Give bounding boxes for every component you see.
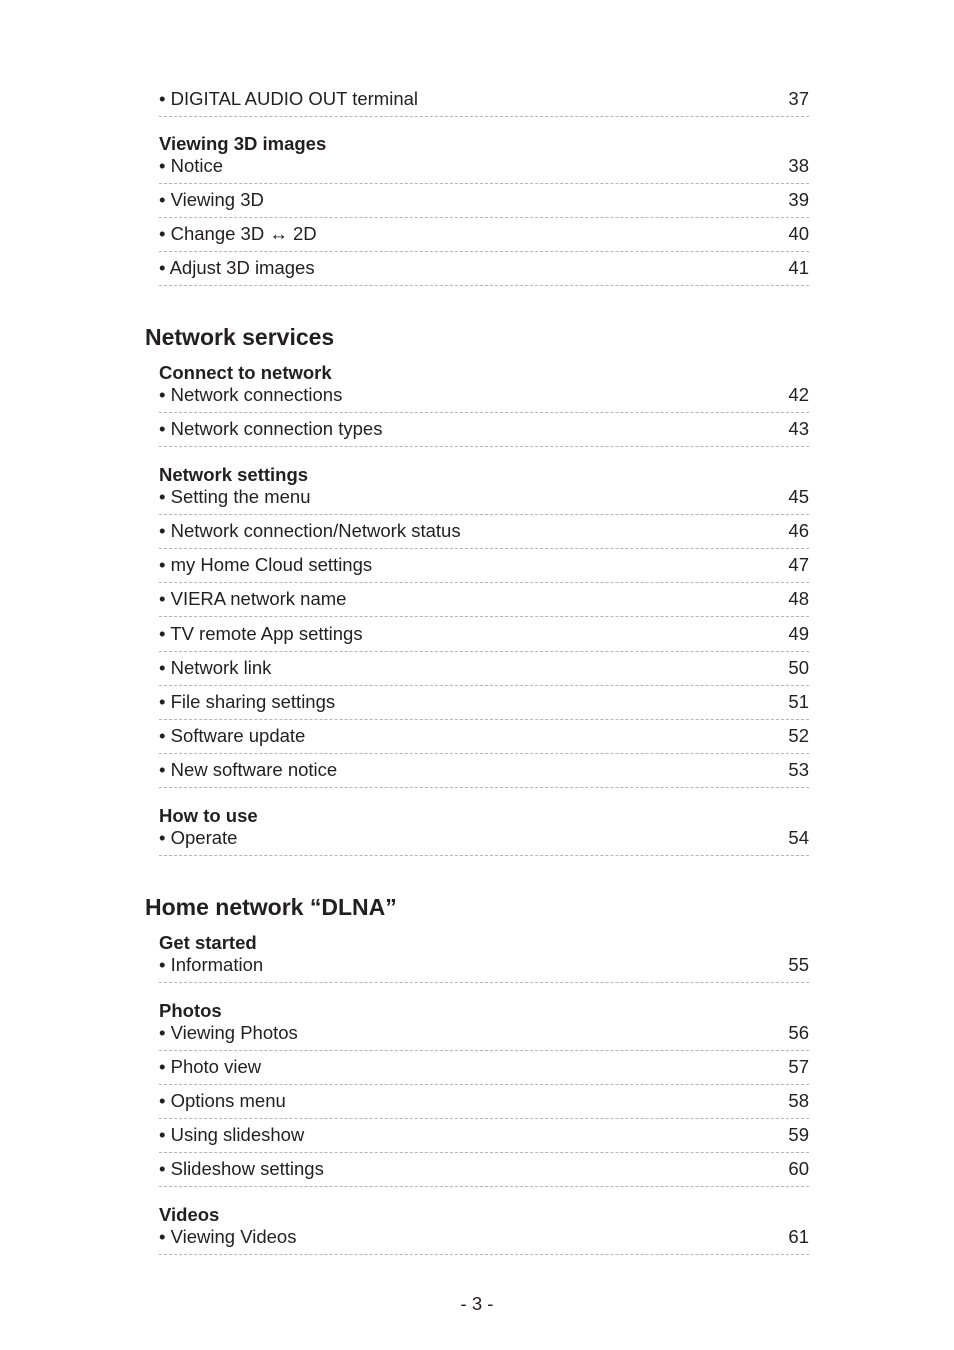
subheading-get-started: Get started — [159, 932, 257, 953]
toc-entry-page: 59 — [788, 1124, 809, 1145]
toc-entry[interactable] — [159, 252, 809, 286]
toc-entry[interactable] — [159, 481, 809, 515]
toc-entry[interactable] — [159, 1153, 809, 1187]
toc-entry[interactable] — [159, 949, 809, 983]
toc-entry-page: 41 — [788, 257, 809, 278]
toc-entry[interactable] — [159, 1221, 809, 1255]
toc-entry[interactable] — [159, 583, 809, 617]
toc-entry-label: • Photo view — [159, 1056, 262, 1077]
toc-entry[interactable] — [159, 515, 809, 549]
toc-entry[interactable] — [159, 1051, 809, 1085]
toc-entry-label: • VIERA network name — [159, 588, 347, 609]
toc-entry[interactable] — [159, 1085, 809, 1119]
toc-entry-label: • Slideshow settings — [159, 1158, 324, 1179]
toc-entry-label: • Notice — [159, 155, 224, 176]
subheading-videos: Videos — [159, 1204, 220, 1225]
toc-entry-label: • DIGITAL AUDIO OUT terminal — [159, 88, 419, 109]
toc-entry-page: 54 — [788, 827, 809, 848]
toc-entry-page: 57 — [788, 1056, 809, 1077]
toc-entry[interactable] — [159, 379, 809, 413]
toc-entry-label: • Using slideshow — [159, 1124, 305, 1145]
section-heading-home-network-dlna: Home network “DLNA” — [145, 894, 397, 920]
toc-entry-page: 42 — [788, 384, 809, 405]
toc-entry-label: • Adjust 3D images — [159, 257, 315, 278]
toc-entry-page: 51 — [788, 691, 809, 712]
toc-entry-page: 61 — [788, 1226, 809, 1247]
toc-entry-page: 60 — [788, 1158, 809, 1179]
toc-entry-page: 43 — [788, 418, 809, 439]
toc-entry-page: 48 — [788, 588, 809, 609]
toc-entry-label: • Network connections — [159, 384, 343, 405]
toc-entry-label: • Information — [159, 954, 264, 975]
toc-entry-page: 50 — [788, 657, 809, 678]
toc-entry-page: 45 — [788, 486, 809, 507]
page-number: - 3 - — [460, 1293, 494, 1314]
toc-entry-label: • Setting the menu — [159, 486, 311, 507]
toc-entry-label: • TV remote App settings — [159, 623, 363, 644]
toc-entry-label: • Software update — [159, 725, 306, 746]
toc-entry-page: 49 — [788, 623, 809, 644]
toc-entry[interactable] — [159, 754, 809, 788]
toc-entry-label: • Network connection types — [159, 418, 383, 439]
toc-entry-page: 53 — [788, 759, 809, 780]
subheading-connect-to-network: Connect to network — [159, 362, 332, 383]
toc-entry-label: • New software notice — [159, 759, 338, 780]
toc-entry[interactable] — [159, 822, 809, 856]
toc-entry[interactable] — [159, 83, 809, 117]
toc-entry[interactable] — [159, 150, 809, 184]
toc-entry[interactable] — [159, 549, 809, 583]
toc-entry[interactable] — [159, 184, 809, 218]
subheading-photos: Photos — [159, 1000, 222, 1021]
toc-entry-label: • File sharing settings — [159, 691, 336, 712]
toc-entry-page: 38 — [788, 155, 809, 176]
toc-entry-page: 52 — [788, 725, 809, 746]
toc-entry-page: 56 — [788, 1022, 809, 1043]
toc-entry-label: • Change 3D ↔ 2D — [159, 223, 317, 244]
toc-entry[interactable] — [159, 413, 809, 447]
toc-entry[interactable] — [159, 618, 809, 652]
toc-entry-label: • Network link — [159, 657, 272, 678]
toc-entry-page: 39 — [788, 189, 809, 210]
toc-entry-label: • my Home Cloud settings — [159, 554, 373, 575]
toc-entry-page: 37 — [788, 88, 809, 109]
toc-entry[interactable] — [159, 720, 809, 754]
toc-entry[interactable] — [159, 218, 809, 252]
toc-entry-label: • Network connection/Network status — [159, 520, 461, 541]
toc-entry[interactable] — [159, 652, 809, 686]
toc-entry-label: • Options menu — [159, 1090, 286, 1111]
toc-entry-page: 40 — [788, 223, 809, 244]
toc-entry-label: • Viewing 3D — [159, 189, 264, 210]
toc-entry-page: 55 — [788, 954, 809, 975]
subheading-network-settings: Network settings — [159, 464, 309, 485]
section-heading-network-services: Network services — [145, 324, 335, 350]
subheading-viewing-3d-images: Viewing 3D images — [159, 133, 327, 154]
toc-entry[interactable] — [159, 686, 809, 720]
toc-entry[interactable] — [159, 1017, 809, 1051]
toc-entry[interactable] — [159, 1119, 809, 1153]
toc-entry-label: • Viewing Videos — [159, 1226, 297, 1247]
toc-entry-page: 47 — [788, 554, 809, 575]
toc-entry-label: • Viewing Photos — [159, 1022, 298, 1043]
toc-entry-label: • Operate — [159, 827, 238, 848]
toc-entry-page: 58 — [788, 1090, 809, 1111]
subheading-how-to-use: How to use — [159, 805, 258, 826]
toc-entry-page: 46 — [788, 520, 809, 541]
